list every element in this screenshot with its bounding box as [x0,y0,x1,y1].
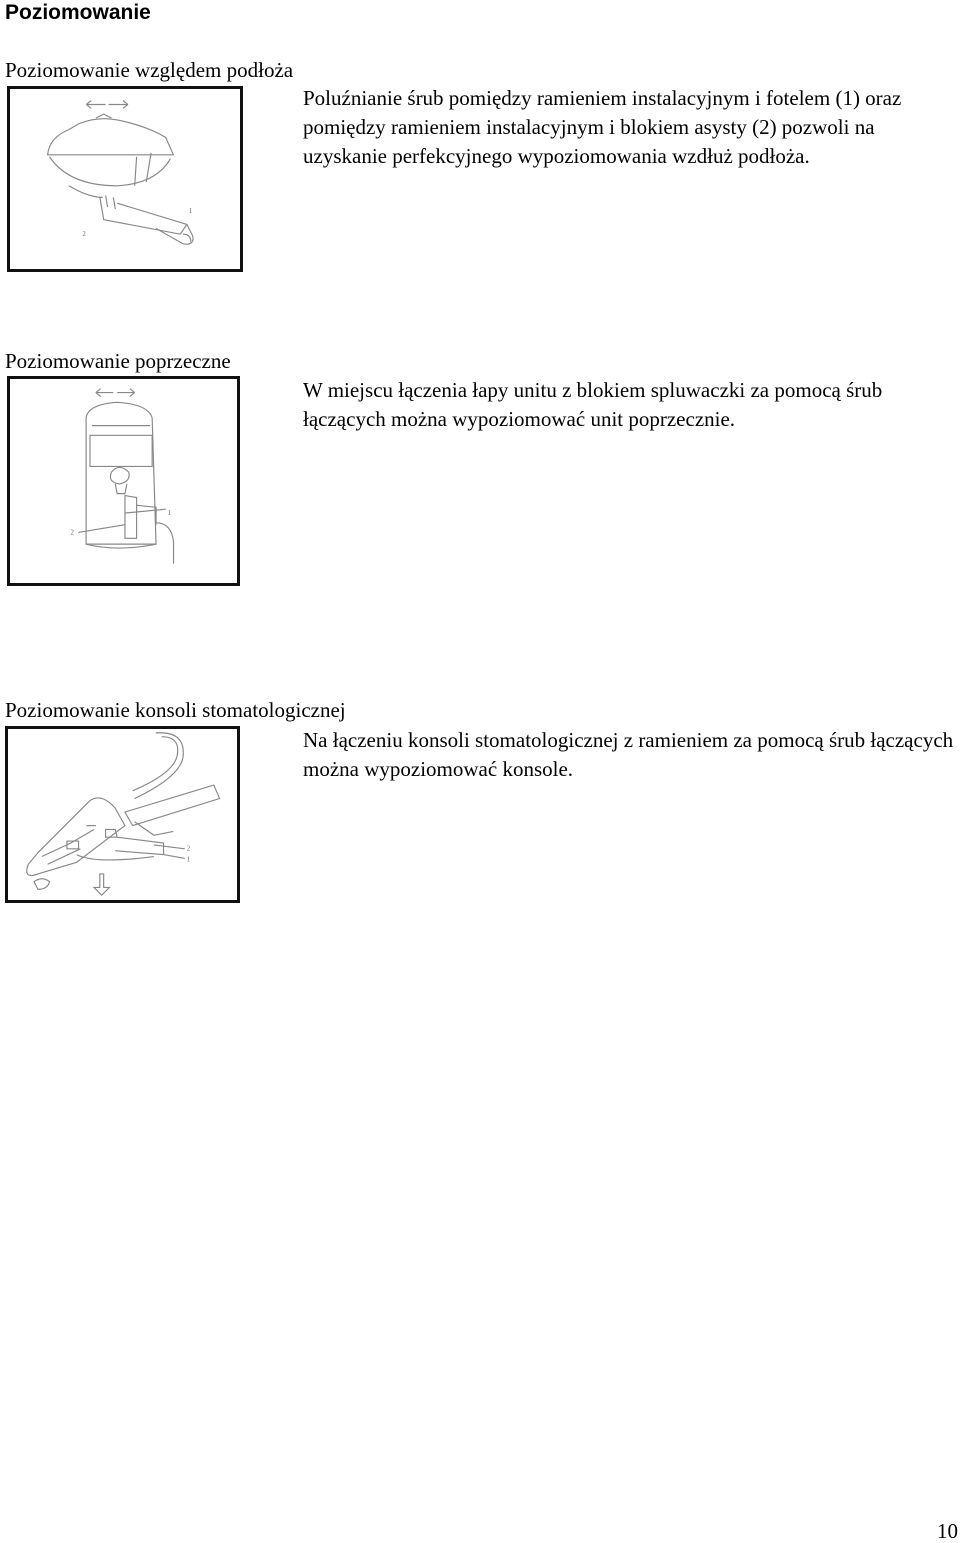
figure-console-leveling [5,726,240,903]
figure-label: 2 [186,845,191,853]
page-heading: Poziomowanie [5,1,151,24]
figure-label: 1 [167,510,172,517]
spittoon-block-illustration [10,379,237,583]
paragraph-floor-leveling: Poluźnianie śrub pomiędzy ramieniem instalacyjnym i fotelem (1) oraz pomiędzy ramieniem instalacyjnym i blokiem asysty (2) pozwoli na uzyskanie perfekcyjnego wypoziomowania wzdłuż podłoża. [303,86,902,168]
chair-arm-illustration [10,89,240,269]
figure-transverse-leveling [7,376,240,586]
dental-console-illustration [8,729,237,900]
section-title-console-leveling: Poziomowanie konsoli stomatologicznej [5,698,346,722]
page-number: 10 [937,1519,958,1543]
figure-label: 2 [82,231,86,239]
figure-label: 2 [70,529,74,537]
figure-floor-leveling [7,86,243,272]
figure-label: 1 [186,856,191,864]
section-title-floor-leveling: Poziomowanie względem podłoża [5,58,294,82]
section-title-transverse-leveling: Poziomowanie poprzeczne [5,349,231,373]
paragraph-console-leveling: Na łączeniu konsoli stomatologicznej z ramieniem za pomocą śrub łączących można wypoziomować konsole. [303,728,954,781]
paragraph-transverse-leveling: W miejscu łączenia łapy unitu z blokiem spluwaczki za pomocą śrub łączących można wypoziomować unit poprzecznie. [303,378,883,431]
figure-label: 1 [188,207,193,215]
